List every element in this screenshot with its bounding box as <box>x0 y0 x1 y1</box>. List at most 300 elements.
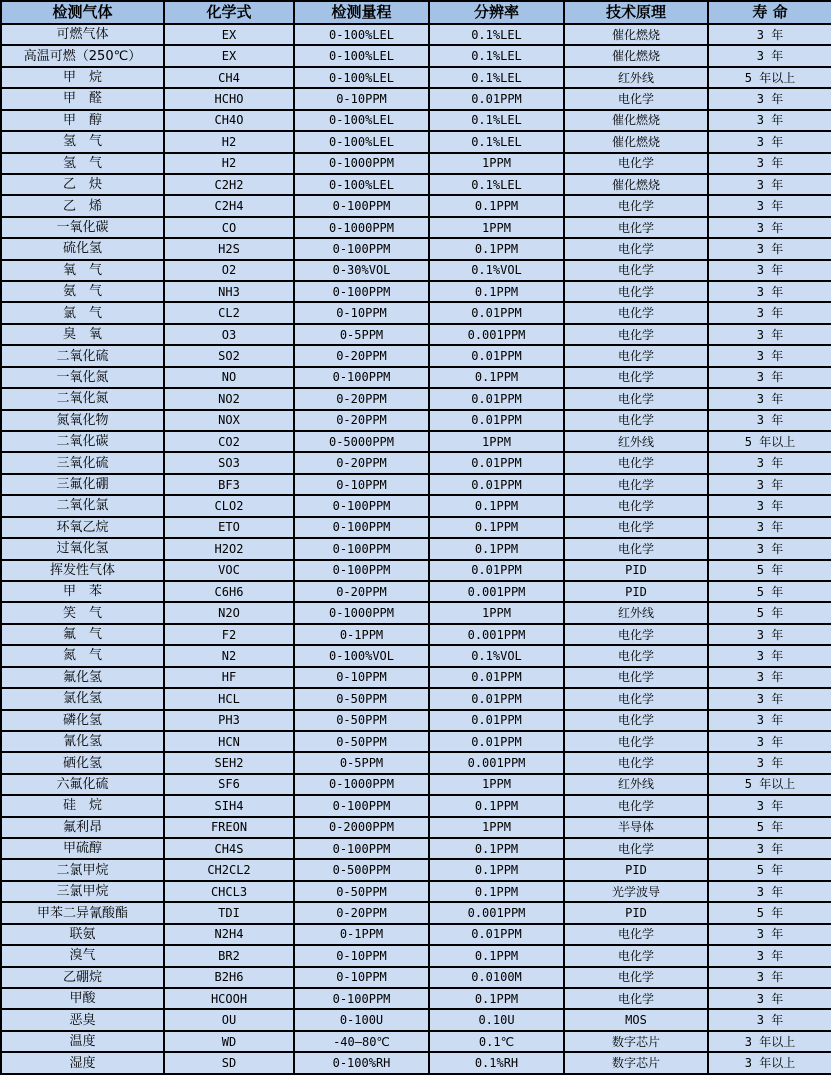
cell-range: 0-100%LEL <box>294 131 429 152</box>
table-row <box>1 817 831 838</box>
table-row <box>1 795 831 816</box>
cell-range: 0-5PPM <box>294 324 429 345</box>
cell-range: 0-50PPM <box>294 688 429 709</box>
cell-lifespan: 3 年 <box>708 838 831 859</box>
cell-gas: 乙 炔 <box>1 174 164 195</box>
cell-gas: 联氨 <box>1 924 164 945</box>
cell-lifespan: 3 年 <box>708 238 831 259</box>
cell-formula: NOX <box>164 410 294 431</box>
cell-formula: HCHO <box>164 88 294 109</box>
cell-range: 0-1PPM <box>294 924 429 945</box>
cell-range: 0-10PPM <box>294 474 429 495</box>
table-row <box>1 195 831 216</box>
cell-formula: HF <box>164 667 294 688</box>
table-header <box>1 1 831 24</box>
table-row <box>1 645 831 666</box>
cell-formula: SO3 <box>164 452 294 473</box>
cell-gas: 一氧化碳 <box>1 217 164 238</box>
cell-gas: 氧 气 <box>1 260 164 281</box>
cell-lifespan: 3 年 <box>708 624 831 645</box>
cell-resolution: 0.1PPM <box>429 195 564 216</box>
cell-principle: 数字芯片 <box>564 1031 708 1052</box>
cell-lifespan: 3 年以上 <box>708 1031 831 1052</box>
cell-formula: C6H6 <box>164 581 294 602</box>
cell-lifespan: 5 年以上 <box>708 67 831 88</box>
cell-gas: 乙硼烷 <box>1 967 164 988</box>
cell-formula: HCN <box>164 731 294 752</box>
cell-lifespan: 5 年 <box>708 560 831 581</box>
cell-formula: OU <box>164 1009 294 1030</box>
cell-lifespan: 3 年 <box>708 45 831 66</box>
cell-gas: 二氧化氮 <box>1 388 164 409</box>
cell-range: 0-100PPM <box>294 838 429 859</box>
cell-resolution: 0.1PPM <box>429 367 564 388</box>
cell-resolution: 0.10U <box>429 1009 564 1030</box>
cell-lifespan: 3 年 <box>708 24 831 45</box>
cell-principle: 电化学 <box>564 710 708 731</box>
cell-lifespan: 3 年 <box>708 110 831 131</box>
cell-range: 0-1000PPM <box>294 153 429 174</box>
cell-formula: PH3 <box>164 710 294 731</box>
cell-principle: 电化学 <box>564 645 708 666</box>
table-row <box>1 388 831 409</box>
cell-principle: 电化学 <box>564 495 708 516</box>
cell-gas: 环氧乙烷 <box>1 517 164 538</box>
table-body <box>1 24 831 1074</box>
cell-resolution: 0.1%LEL <box>429 24 564 45</box>
cell-lifespan: 3 年 <box>708 324 831 345</box>
cell-range: 0-5PPM <box>294 752 429 773</box>
cell-gas: 氟化氢 <box>1 667 164 688</box>
cell-lifespan: 3 年 <box>708 967 831 988</box>
cell-resolution: 0.01PPM <box>429 410 564 431</box>
cell-formula: HCOOH <box>164 988 294 1009</box>
cell-gas: 硫化氢 <box>1 238 164 259</box>
cell-resolution: 0.01PPM <box>429 345 564 366</box>
cell-formula: WD <box>164 1031 294 1052</box>
table-row <box>1 260 831 281</box>
cell-lifespan: 3 年 <box>708 474 831 495</box>
cell-lifespan: 3 年 <box>708 667 831 688</box>
cell-gas: 恶臭 <box>1 1009 164 1030</box>
cell-principle: MOS <box>564 1009 708 1030</box>
cell-gas: 甲 烷 <box>1 67 164 88</box>
cell-lifespan: 3 年 <box>708 131 831 152</box>
cell-gas: 可燃气体 <box>1 24 164 45</box>
cell-gas: 氯 气 <box>1 302 164 323</box>
cell-gas: 硒化氢 <box>1 752 164 773</box>
cell-lifespan: 3 年 <box>708 1009 831 1030</box>
table-row <box>1 345 831 366</box>
cell-lifespan: 3 年 <box>708 517 831 538</box>
cell-principle: 电化学 <box>564 195 708 216</box>
cell-gas: 硅 烷 <box>1 795 164 816</box>
cell-gas: 氢 气 <box>1 153 164 174</box>
cell-resolution: 0.1%LEL <box>429 110 564 131</box>
cell-resolution: 0.1PPM <box>429 517 564 538</box>
cell-resolution: 0.001PPM <box>429 581 564 602</box>
cell-principle: 电化学 <box>564 517 708 538</box>
cell-lifespan: 3 年 <box>708 710 831 731</box>
table-row <box>1 302 831 323</box>
cell-resolution: 1PPM <box>429 774 564 795</box>
cell-principle: 电化学 <box>564 924 708 945</box>
cell-formula: SIH4 <box>164 795 294 816</box>
table-row <box>1 1052 831 1074</box>
cell-gas: 溴气 <box>1 945 164 966</box>
cell-principle: 电化学 <box>564 217 708 238</box>
cell-lifespan: 3 年 <box>708 452 831 473</box>
cell-lifespan: 3 年 <box>708 281 831 302</box>
cell-resolution: 0.01PPM <box>429 474 564 495</box>
table-row <box>1 988 831 1009</box>
table-row <box>1 881 831 902</box>
cell-gas: 甲硫醇 <box>1 838 164 859</box>
cell-principle: 电化学 <box>564 410 708 431</box>
table-row <box>1 1031 831 1052</box>
cell-lifespan: 3 年 <box>708 945 831 966</box>
cell-resolution: 0.1PPM <box>429 538 564 559</box>
cell-principle: 催化燃烧 <box>564 174 708 195</box>
cell-resolution: 1PPM <box>429 602 564 623</box>
header-row <box>1 1 831 24</box>
table-row <box>1 967 831 988</box>
cell-principle: 电化学 <box>564 752 708 773</box>
cell-principle: 电化学 <box>564 945 708 966</box>
cell-lifespan: 3 年 <box>708 881 831 902</box>
cell-range: -40—80℃ <box>294 1031 429 1052</box>
cell-principle: 电化学 <box>564 367 708 388</box>
table-row <box>1 174 831 195</box>
cell-principle: PID <box>564 581 708 602</box>
table-row <box>1 495 831 516</box>
cell-principle: 催化燃烧 <box>564 110 708 131</box>
cell-resolution: 0.1%LEL <box>429 131 564 152</box>
cell-lifespan: 5 年 <box>708 602 831 623</box>
cell-gas: 二氧化碳 <box>1 431 164 452</box>
cell-resolution: 0.01PPM <box>429 560 564 581</box>
cell-principle: 电化学 <box>564 302 708 323</box>
cell-formula: N2O <box>164 602 294 623</box>
column-header-lifespan: 寿 命 <box>708 1 831 24</box>
cell-gas: 六氟化硫 <box>1 774 164 795</box>
cell-range: 0-1PPM <box>294 624 429 645</box>
cell-lifespan: 3 年 <box>708 731 831 752</box>
table-row <box>1 110 831 131</box>
table-row <box>1 281 831 302</box>
cell-resolution: 0.1℃ <box>429 1031 564 1052</box>
cell-resolution: 1PPM <box>429 153 564 174</box>
cell-formula: H2 <box>164 131 294 152</box>
cell-principle: 电化学 <box>564 474 708 495</box>
cell-range: 0-100PPM <box>294 495 429 516</box>
cell-formula: N2 <box>164 645 294 666</box>
cell-range: 0-20PPM <box>294 452 429 473</box>
cell-range: 0-100%LEL <box>294 45 429 66</box>
cell-formula: H2S <box>164 238 294 259</box>
cell-formula: NO2 <box>164 388 294 409</box>
table-row <box>1 838 831 859</box>
cell-range: 0-10PPM <box>294 945 429 966</box>
table-row <box>1 474 831 495</box>
cell-range: 0-20PPM <box>294 581 429 602</box>
cell-resolution: 1PPM <box>429 817 564 838</box>
cell-range: 0-500PPM <box>294 859 429 880</box>
table-row <box>1 538 831 559</box>
cell-formula: NO <box>164 367 294 388</box>
cell-range: 0-10PPM <box>294 88 429 109</box>
cell-resolution: 0.001PPM <box>429 624 564 645</box>
cell-resolution: 0.1%VOL <box>429 260 564 281</box>
cell-gas: 氟利昂 <box>1 817 164 838</box>
cell-formula: CHCL3 <box>164 881 294 902</box>
cell-resolution: 1PPM <box>429 217 564 238</box>
cell-gas: 二氧化氯 <box>1 495 164 516</box>
cell-range: 0-100PPM <box>294 538 429 559</box>
cell-formula: EX <box>164 24 294 45</box>
cell-resolution: 0.1PPM <box>429 281 564 302</box>
cell-lifespan: 3 年 <box>708 495 831 516</box>
cell-principle: 电化学 <box>564 281 708 302</box>
cell-resolution: 0.0100M <box>429 967 564 988</box>
cell-principle: 电化学 <box>564 238 708 259</box>
column-header-gas: 检测气体 <box>1 1 164 24</box>
cell-lifespan: 5 年 <box>708 859 831 880</box>
cell-gas: 甲苯二异氰酸酯 <box>1 902 164 923</box>
cell-resolution: 0.1PPM <box>429 238 564 259</box>
cell-gas: 氟 气 <box>1 624 164 645</box>
cell-gas: 氰化氢 <box>1 731 164 752</box>
cell-principle: 电化学 <box>564 88 708 109</box>
cell-formula: EX <box>164 45 294 66</box>
cell-range: 0-100PPM <box>294 988 429 1009</box>
table-row <box>1 945 831 966</box>
column-header-range: 检测量程 <box>294 1 429 24</box>
cell-formula: ETO <box>164 517 294 538</box>
table-row <box>1 238 831 259</box>
cell-principle: 红外线 <box>564 774 708 795</box>
cell-range: 0-100%RH <box>294 1052 429 1074</box>
cell-formula: VOC <box>164 560 294 581</box>
cell-range: 0-100%VOL <box>294 645 429 666</box>
table-row <box>1 45 831 66</box>
table-row <box>1 859 831 880</box>
cell-resolution: 0.1%VOL <box>429 645 564 666</box>
cell-resolution: 0.1%LEL <box>429 45 564 66</box>
cell-principle: 电化学 <box>564 667 708 688</box>
cell-gas: 过氧化氢 <box>1 538 164 559</box>
cell-lifespan: 3 年 <box>708 388 831 409</box>
cell-range: 0-100PPM <box>294 517 429 538</box>
cell-lifespan: 3 年 <box>708 217 831 238</box>
cell-resolution: 0.1PPM <box>429 795 564 816</box>
cell-gas: 笑 气 <box>1 602 164 623</box>
cell-principle: 半导体 <box>564 817 708 838</box>
table-row <box>1 624 831 645</box>
table-row <box>1 131 831 152</box>
cell-principle: 电化学 <box>564 324 708 345</box>
cell-formula: O3 <box>164 324 294 345</box>
table-row <box>1 752 831 773</box>
table-row <box>1 581 831 602</box>
cell-formula: TDI <box>164 902 294 923</box>
cell-gas: 氮氧化物 <box>1 410 164 431</box>
cell-principle: PID <box>564 560 708 581</box>
cell-lifespan: 3 年 <box>708 538 831 559</box>
cell-gas: 磷化氢 <box>1 710 164 731</box>
cell-lifespan: 3 年 <box>708 345 831 366</box>
cell-resolution: 0.001PPM <box>429 902 564 923</box>
cell-range: 0-20PPM <box>294 345 429 366</box>
cell-principle: 电化学 <box>564 988 708 1009</box>
cell-formula: F2 <box>164 624 294 645</box>
cell-principle: 催化燃烧 <box>564 45 708 66</box>
cell-principle: 红外线 <box>564 602 708 623</box>
cell-gas: 氢 气 <box>1 131 164 152</box>
cell-principle: 电化学 <box>564 967 708 988</box>
cell-principle: 红外线 <box>564 67 708 88</box>
cell-gas: 一氧化氮 <box>1 367 164 388</box>
cell-gas: 湿度 <box>1 1052 164 1074</box>
cell-formula: BF3 <box>164 474 294 495</box>
cell-principle: 电化学 <box>564 452 708 473</box>
table-row <box>1 667 831 688</box>
cell-range: 0-100PPM <box>294 795 429 816</box>
cell-resolution: 0.1PPM <box>429 945 564 966</box>
table-row <box>1 452 831 473</box>
cell-lifespan: 3 年 <box>708 924 831 945</box>
table-row <box>1 367 831 388</box>
column-header-formula: 化学式 <box>164 1 294 24</box>
cell-gas: 甲 醛 <box>1 88 164 109</box>
cell-range: 0-20PPM <box>294 388 429 409</box>
cell-range: 0-2000PPM <box>294 817 429 838</box>
cell-lifespan: 3 年 <box>708 302 831 323</box>
cell-lifespan: 3 年 <box>708 988 831 1009</box>
cell-resolution: 0.01PPM <box>429 302 564 323</box>
cell-resolution: 0.01PPM <box>429 731 564 752</box>
cell-resolution: 0.01PPM <box>429 388 564 409</box>
table-row <box>1 560 831 581</box>
cell-lifespan: 3 年 <box>708 752 831 773</box>
cell-lifespan: 3 年 <box>708 260 831 281</box>
cell-principle: 催化燃烧 <box>564 24 708 45</box>
cell-formula: FREON <box>164 817 294 838</box>
cell-principle: 电化学 <box>564 624 708 645</box>
cell-formula: CH4S <box>164 838 294 859</box>
cell-lifespan: 5 年 <box>708 581 831 602</box>
cell-range: 0-10PPM <box>294 667 429 688</box>
cell-gas: 氯化氢 <box>1 688 164 709</box>
cell-principle: 电化学 <box>564 345 708 366</box>
cell-lifespan: 3 年 <box>708 645 831 666</box>
table-row <box>1 688 831 709</box>
cell-formula: SF6 <box>164 774 294 795</box>
table-row <box>1 67 831 88</box>
table-row <box>1 602 831 623</box>
cell-resolution: 0.1%RH <box>429 1052 564 1074</box>
cell-range: 0-1000PPM <box>294 217 429 238</box>
cell-range: 0-100PPM <box>294 238 429 259</box>
cell-range: 0-5000PPM <box>294 431 429 452</box>
cell-lifespan: 3 年 <box>708 688 831 709</box>
cell-range: 0-100PPM <box>294 367 429 388</box>
cell-formula: CH2CL2 <box>164 859 294 880</box>
cell-gas: 二氧化硫 <box>1 345 164 366</box>
table-row <box>1 731 831 752</box>
table-row <box>1 153 831 174</box>
cell-range: 0-10PPM <box>294 302 429 323</box>
cell-formula: BR2 <box>164 945 294 966</box>
cell-gas: 三氟化硼 <box>1 474 164 495</box>
cell-lifespan: 3 年 <box>708 88 831 109</box>
cell-range: 0-1000PPM <box>294 602 429 623</box>
cell-resolution: 0.1PPM <box>429 838 564 859</box>
cell-lifespan: 3 年 <box>708 795 831 816</box>
cell-formula: CH4 <box>164 67 294 88</box>
table-row <box>1 1009 831 1030</box>
cell-principle: PID <box>564 859 708 880</box>
cell-formula: H2O2 <box>164 538 294 559</box>
cell-principle: 电化学 <box>564 688 708 709</box>
cell-gas: 甲酸 <box>1 988 164 1009</box>
cell-lifespan: 3 年 <box>708 367 831 388</box>
cell-range: 0-50PPM <box>294 731 429 752</box>
cell-resolution: 0.1PPM <box>429 988 564 1009</box>
column-header-principle: 技术原理 <box>564 1 708 24</box>
cell-gas: 高温可燃（250℃） <box>1 45 164 66</box>
cell-gas: 挥发性气体 <box>1 560 164 581</box>
cell-range: 0-50PPM <box>294 710 429 731</box>
table-row <box>1 24 831 45</box>
cell-gas: 三氯甲烷 <box>1 881 164 902</box>
cell-formula: NH3 <box>164 281 294 302</box>
column-header-resolution: 分辨率 <box>429 1 564 24</box>
table-row <box>1 924 831 945</box>
cell-gas: 甲 醇 <box>1 110 164 131</box>
cell-resolution: 0.1PPM <box>429 881 564 902</box>
cell-principle: 光学波导 <box>564 881 708 902</box>
cell-formula: N2H4 <box>164 924 294 945</box>
cell-formula: SO2 <box>164 345 294 366</box>
cell-range: 0-100U <box>294 1009 429 1030</box>
cell-principle: 电化学 <box>564 153 708 174</box>
cell-range: 0-50PPM <box>294 881 429 902</box>
table-row <box>1 324 831 345</box>
cell-gas: 氮 气 <box>1 645 164 666</box>
cell-principle: 红外线 <box>564 431 708 452</box>
cell-range: 0-100PPM <box>294 281 429 302</box>
cell-resolution: 0.01PPM <box>429 667 564 688</box>
cell-lifespan: 3 年 <box>708 410 831 431</box>
table-row <box>1 431 831 452</box>
cell-lifespan: 3 年 <box>708 195 831 216</box>
cell-formula: B2H6 <box>164 967 294 988</box>
cell-lifespan: 5 年 <box>708 902 831 923</box>
cell-resolution: 0.001PPM <box>429 324 564 345</box>
table-row <box>1 217 831 238</box>
cell-formula: HCL <box>164 688 294 709</box>
cell-formula: CO <box>164 217 294 238</box>
cell-gas: 甲 苯 <box>1 581 164 602</box>
cell-principle: 电化学 <box>564 538 708 559</box>
table-row <box>1 902 831 923</box>
cell-formula: CO2 <box>164 431 294 452</box>
cell-formula: CH4O <box>164 110 294 131</box>
cell-gas: 温度 <box>1 1031 164 1052</box>
table-row <box>1 88 831 109</box>
cell-gas: 氨 气 <box>1 281 164 302</box>
